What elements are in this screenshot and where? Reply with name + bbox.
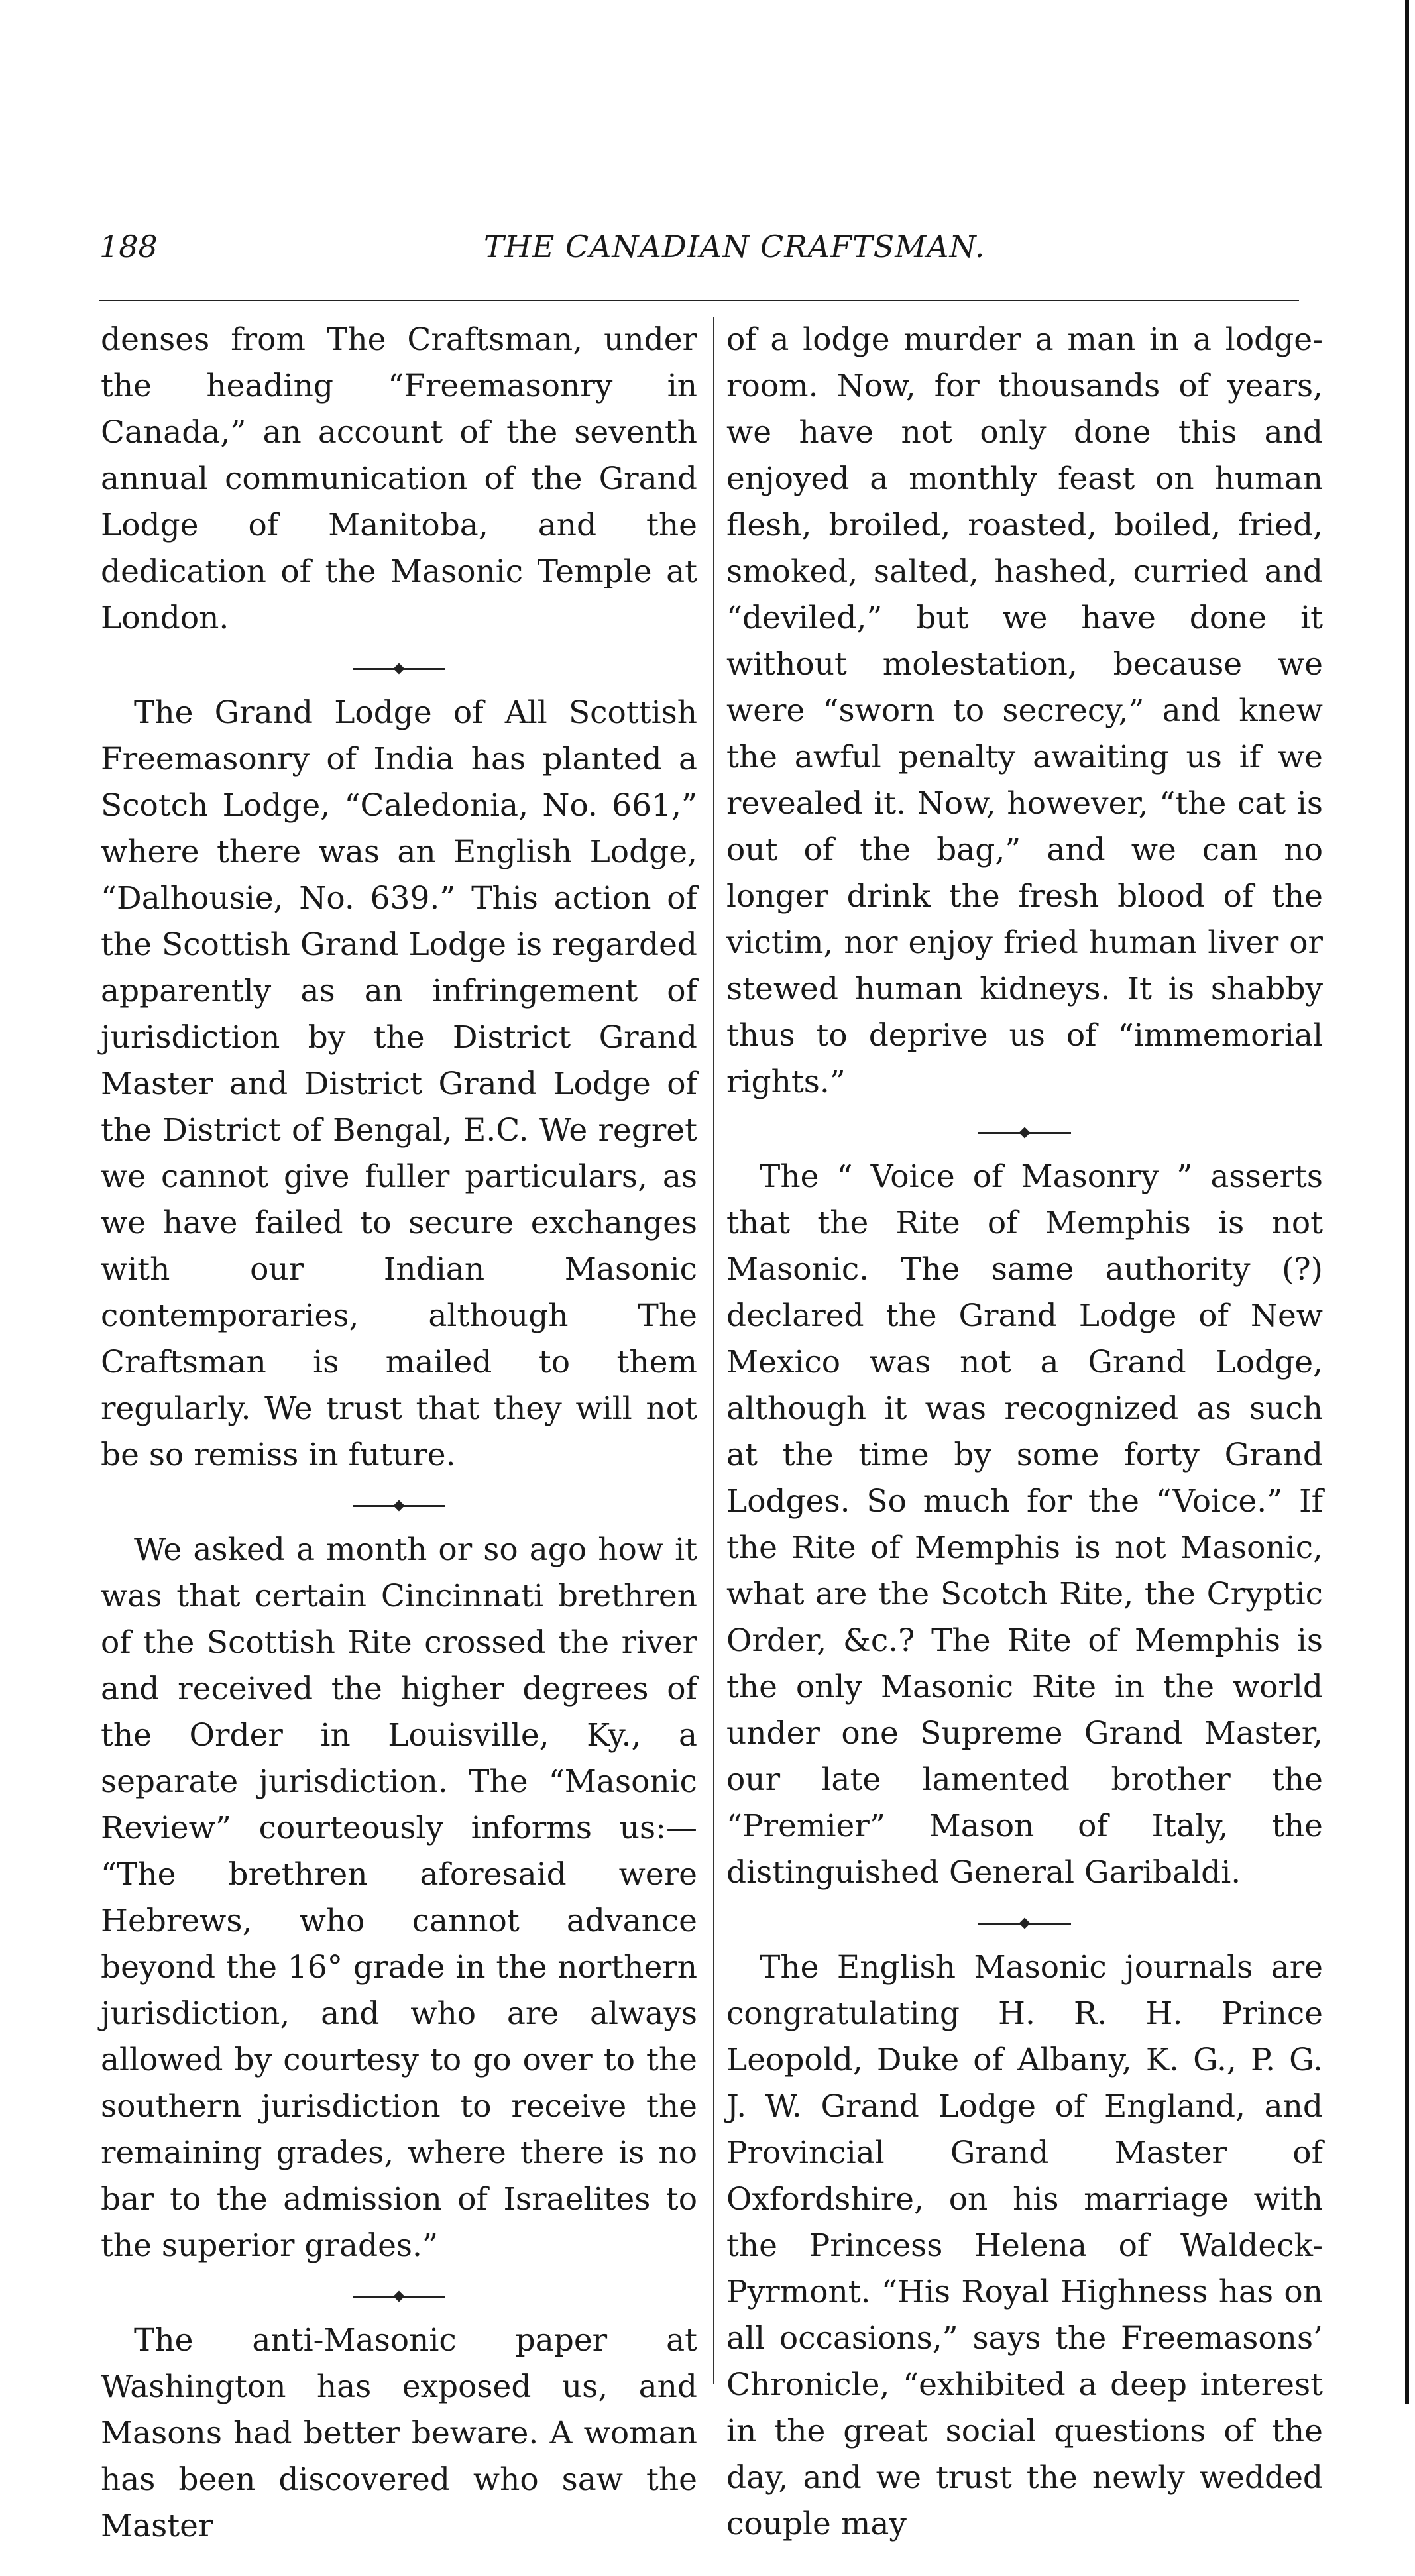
header-rule bbox=[99, 300, 1299, 301]
section-separator bbox=[353, 668, 445, 670]
section-separator bbox=[353, 1505, 445, 1507]
column-divider bbox=[713, 317, 714, 2384]
article-paragraph: The English Masonic journals are congratulating H. R. H. Prince Leopold, Duke of Albany, K. G., P. G. J. W. Grand Lodge of England, and Provincial Grand Master of Oxfordshire, on his marriage with the Princess Helena of Waldeck-Pyrmont. “His Royal Highness has on all occasions,” says the Freemasons’ Chronicle, “exhibited a deep interest in the great social questions of the day, and we trust the newly wedded couple may bbox=[726, 1949, 1323, 2542]
right-column bbox=[726, 317, 1323, 2574]
article-paragraph: The “ Voice of Masonry ” asserts that the Rite of Memphis is not Masonic. The same authority (?) declared the Grand Lodge of New Mexico was not a Grand Lodge, although it was recognized as such at the time by some forty Grand Lodges. So much for the “Voice.” If the Rite of Memphis is not Masonic, what are the Scotch Rite, the Cryptic Order, &c.? The Rite of Memphis is the only Masonic Rite in the world under one Supreme Grand Master, our late lamented brother the “Premier” Mason of Italy, the distinguished General Garibaldi. bbox=[726, 1158, 1323, 1891]
section-separator bbox=[353, 2296, 445, 2298]
left-column bbox=[101, 317, 697, 2576]
page-edge bbox=[1405, 0, 1409, 2404]
page-number: 188 bbox=[99, 229, 158, 264]
article-paragraph: denses from The Craftsman, under the heading “Freemasonry in Canada,” an account of the seventh annual communication of the Grand Lodge of Manitoba, and the dedication of the Masonic Temple at London. bbox=[101, 321, 697, 636]
page-title: THE CANADIAN CRAFTSMAN. bbox=[484, 229, 986, 264]
article-paragraph: The anti-Masonic paper at Washington has exposed us, and Masons had better beware. A woman has been discovered who saw the Master bbox=[101, 2322, 697, 2544]
section-separator bbox=[978, 1923, 1071, 1925]
article-paragraph: The Grand Lodge of All Scottish Freemasonry of India has planted a Scotch Lodge, “Caledonia, No. 661,” where there was an English Lodge, “Dalhousie, No. 639.” This action of the Scottish Grand Lodge is regarded apparently as an infringement of jurisdiction by the District Grand Master and District Grand Lodge of the District of Bengal, E.C. We regret we cannot give fuller particulars, as we have failed to secure exchanges with our Indian Masonic contemporaries, although The Craftsman is mailed to them regularly. We trust that they will not be so remiss in future. bbox=[101, 695, 697, 1473]
article-paragraph: of a lodge murder a man in a lodge-room. Now, for thousands of years, we have not only done this and enjoyed a monthly feast on human flesh, broiled, roasted, boiled, fried, smoked, salted, hashed, curried and “deviled,” but we have done it without molestation, because we were “sworn to secrecy,” and knew the awful penalty awaiting us if we revealed it. Now, however, “the cat is out of the bag,” and we can no longer drink the fresh blood of the victim, nor enjoy fried human liver or stewed human kidneys. It is shabby thus to deprive us of “immemorial rights.” bbox=[726, 321, 1323, 1100]
section-separator bbox=[978, 1132, 1071, 1134]
article-paragraph: We asked a month or so ago how it was that certain Cincinnati brethren of the Scottish Rite crossed the river and received the higher degrees of the Order in Louisville, Ky., a separate jurisdiction. The “Masonic Review” courteously informs us:— “The brethren aforesaid were Hebrews, who cannot advance beyond the 16° grade in the northern jurisdiction, and who are always allowed by courtesy to go over to the southern jurisdiction to receive the remaining grades, where there is no bar to the admission of Israelites to the superior grades.” bbox=[101, 1532, 697, 2264]
